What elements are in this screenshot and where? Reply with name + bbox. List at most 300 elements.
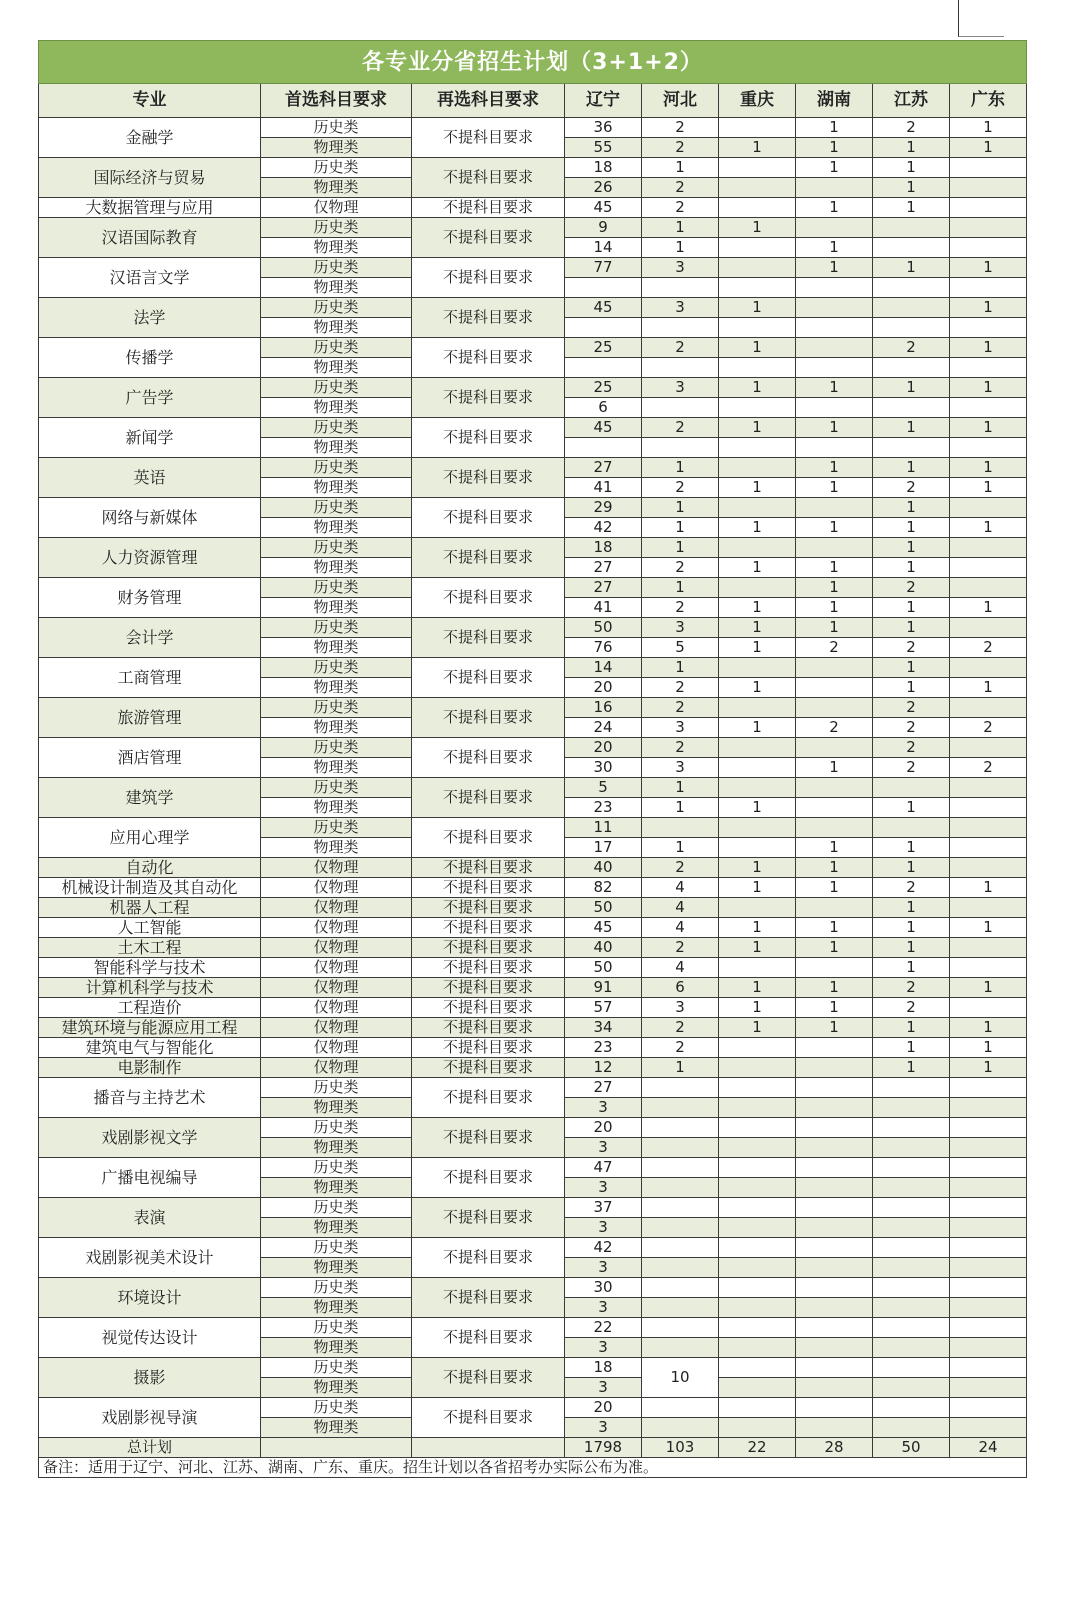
quota-chongqing	[719, 1198, 796, 1218]
quota-guangdong: 1	[950, 258, 1027, 278]
quota-jiangsu: 2	[873, 578, 950, 598]
second-subject-requirement: 不提科目要求	[412, 778, 565, 818]
quota-hunan	[796, 278, 873, 298]
table-row	[39, 1018, 1027, 1038]
quota-hebei: 4	[642, 918, 719, 938]
quota-hunan	[796, 778, 873, 798]
table-row	[39, 1358, 1027, 1378]
quota-liaoning: 40	[565, 858, 642, 878]
table-row	[39, 578, 1027, 598]
table-row	[39, 858, 1027, 878]
first-subject-requirement: 仅物理	[261, 958, 412, 978]
quota-chongqing	[719, 1378, 796, 1398]
second-subject-requirement: 不提科目要求	[412, 938, 565, 958]
quota-liaoning: 27	[565, 578, 642, 598]
second-subject-requirement: 不提科目要求	[412, 218, 565, 258]
first-subject-requirement: 仅物理	[261, 978, 412, 998]
first-subject-requirement: 物理类	[261, 678, 412, 698]
table-row	[39, 258, 1027, 278]
quota-hunan	[796, 958, 873, 978]
quota-hunan	[796, 318, 873, 338]
quota-hunan	[796, 1178, 873, 1198]
quota-hunan: 1	[796, 518, 873, 538]
footnote: 备注：适用于辽宁、河北、江苏、湖南、广东、重庆。招生计划以各省招考办实际公布为准。	[39, 1458, 1027, 1478]
first-subject-requirement: 历史类	[261, 458, 412, 478]
quota-hunan: 1	[796, 458, 873, 478]
quota-liaoning: 18	[565, 1358, 642, 1378]
major-name: 工程造价	[39, 998, 261, 1018]
column-header-first-subject: 首选科目要求	[261, 84, 412, 118]
quota-guangdong	[950, 398, 1027, 418]
second-subject-requirement: 不提科目要求	[412, 298, 565, 338]
quota-liaoning: 41	[565, 478, 642, 498]
quota-jiangsu: 1	[873, 1058, 950, 1078]
total-row	[39, 1438, 1027, 1458]
table-row	[39, 538, 1027, 558]
quota-jiangsu: 2	[873, 118, 950, 138]
quota-hunan	[796, 1318, 873, 1338]
quota-liaoning: 3	[565, 1218, 642, 1238]
quota-chongqing	[719, 318, 796, 338]
first-subject-requirement: 历史类	[261, 1198, 412, 1218]
table-row	[39, 898, 1027, 918]
quota-chongqing: 1	[719, 638, 796, 658]
first-subject-requirement: 物理类	[261, 138, 412, 158]
major-name: 建筑电气与智能化	[39, 1038, 261, 1058]
quota-hunan	[796, 178, 873, 198]
quota-hebei: 3	[642, 998, 719, 1018]
major-name: 智能科学与技术	[39, 958, 261, 978]
quota-guangdong	[950, 998, 1027, 1018]
quota-hunan: 1	[796, 598, 873, 618]
second-subject-requirement: 不提科目要求	[412, 378, 565, 418]
second-subject-requirement: 不提科目要求	[412, 1278, 565, 1318]
quota-jiangsu	[873, 818, 950, 838]
quota-hebei: 2	[642, 598, 719, 618]
quota-guangdong: 1	[950, 878, 1027, 898]
quota-jiangsu: 2	[873, 758, 950, 778]
quota-chongqing	[719, 198, 796, 218]
quota-jiangsu: 1	[873, 678, 950, 698]
major-name: 应用心理学	[39, 818, 261, 858]
quota-guangdong	[950, 1278, 1027, 1298]
quota-chongqing: 1	[719, 998, 796, 1018]
quota-jiangsu: 1	[873, 378, 950, 398]
table-row	[39, 938, 1027, 958]
second-subject-requirement: 不提科目要求	[412, 1358, 565, 1398]
quota-jiangsu: 2	[873, 718, 950, 738]
quota-liaoning: 3	[565, 1338, 642, 1358]
quota-hebei: 1	[642, 538, 719, 558]
quota-jiangsu: 1	[873, 598, 950, 618]
quota-hebei	[642, 278, 719, 298]
quota-hunan	[796, 798, 873, 818]
quota-jiangsu	[873, 1078, 950, 1098]
quota-guangdong	[950, 178, 1027, 198]
table-row	[39, 218, 1027, 238]
first-subject-requirement: 仅物理	[261, 998, 412, 1018]
quota-hunan: 1	[796, 258, 873, 278]
quota-chongqing: 1	[719, 518, 796, 538]
quota-guangdong: 1	[950, 298, 1027, 318]
quota-chongqing: 1	[719, 218, 796, 238]
second-subject-requirement: 不提科目要求	[412, 618, 565, 658]
quota-chongqing	[719, 158, 796, 178]
quota-chongqing	[719, 1298, 796, 1318]
table-row	[39, 818, 1027, 838]
major-name: 新闻学	[39, 418, 261, 458]
second-subject-requirement: 不提科目要求	[412, 1018, 565, 1038]
first-subject-requirement: 历史类	[261, 1318, 412, 1338]
quota-guangdong	[950, 958, 1027, 978]
quota-hunan: 1	[796, 618, 873, 638]
quota-liaoning: 3	[565, 1298, 642, 1318]
quota-jiangsu: 1	[873, 958, 950, 978]
quota-guangdong	[950, 1158, 1027, 1178]
quota-liaoning: 3	[565, 1138, 642, 1158]
major-name: 汉语言文学	[39, 258, 261, 298]
second-subject-requirement: 不提科目要求	[412, 258, 565, 298]
quota-chongqing	[719, 1058, 796, 1078]
first-subject-requirement: 物理类	[261, 1218, 412, 1238]
first-subject-requirement: 物理类	[261, 1418, 412, 1438]
column-header-second-subject: 再选科目要求	[412, 84, 565, 118]
quota-guangdong	[950, 1358, 1027, 1378]
quota-liaoning: 14	[565, 658, 642, 678]
column-header-major: 专业	[39, 84, 261, 118]
quota-liaoning: 23	[565, 1038, 642, 1058]
quota-guangdong	[950, 778, 1027, 798]
quota-hebei	[642, 318, 719, 338]
first-subject-requirement: 物理类	[261, 598, 412, 618]
major-name: 广播电视编导	[39, 1158, 261, 1198]
quota-guangdong: 1	[950, 678, 1027, 698]
second-subject-requirement: 不提科目要求	[412, 858, 565, 878]
quota-chongqing	[719, 838, 796, 858]
major-name: 表演	[39, 1198, 261, 1238]
quota-liaoning: 5	[565, 778, 642, 798]
total-first-empty	[261, 1438, 412, 1458]
quota-chongqing	[719, 1358, 796, 1378]
quota-hebei: 2	[642, 938, 719, 958]
quota-liaoning: 36	[565, 118, 642, 138]
quota-jiangsu	[873, 358, 950, 378]
quota-hunan: 1	[796, 758, 873, 778]
quota-jiangsu	[873, 1278, 950, 1298]
quota-hunan: 1	[796, 858, 873, 878]
first-subject-requirement: 物理类	[261, 1138, 412, 1158]
quota-hunan	[796, 1098, 873, 1118]
quota-hunan	[796, 1138, 873, 1158]
quota-hunan: 1	[796, 158, 873, 178]
column-header-liaoning: 辽宁	[565, 84, 642, 118]
quota-hebei: 4	[642, 958, 719, 978]
quota-liaoning: 9	[565, 218, 642, 238]
quota-liaoning: 57	[565, 998, 642, 1018]
quota-hunan: 1	[796, 378, 873, 398]
second-subject-requirement: 不提科目要求	[412, 1158, 565, 1198]
first-subject-requirement: 物理类	[261, 438, 412, 458]
quota-hunan	[796, 818, 873, 838]
quota-guangdong: 1	[950, 1058, 1027, 1078]
second-subject-requirement: 不提科目要求	[412, 878, 565, 898]
quota-hebei	[642, 1178, 719, 1198]
quota-guangdong	[950, 898, 1027, 918]
first-subject-requirement: 历史类	[261, 778, 412, 798]
quota-hebei: 3	[642, 618, 719, 638]
major-name: 戏剧影视文学	[39, 1118, 261, 1158]
quota-hunan	[796, 1298, 873, 1318]
quota-jiangsu: 1	[873, 1038, 950, 1058]
major-name: 自动化	[39, 858, 261, 878]
first-subject-requirement: 物理类	[261, 1298, 412, 1318]
quota-jiangsu: 2	[873, 338, 950, 358]
major-name: 金融学	[39, 118, 261, 158]
first-subject-requirement: 历史类	[261, 1078, 412, 1098]
second-subject-requirement: 不提科目要求	[412, 198, 565, 218]
quota-liaoning: 3	[565, 1098, 642, 1118]
quota-liaoning: 50	[565, 618, 642, 638]
quota-hebei	[642, 1118, 719, 1138]
quota-hebei: 1	[642, 238, 719, 258]
quota-liaoning: 40	[565, 938, 642, 958]
quota-liaoning: 45	[565, 198, 642, 218]
quota-liaoning: 20	[565, 738, 642, 758]
quota-hunan: 1	[796, 118, 873, 138]
quota-chongqing: 1	[719, 798, 796, 818]
note-row	[39, 1458, 1027, 1478]
quota-guangdong: 2	[950, 758, 1027, 778]
quota-hebei: 1	[642, 458, 719, 478]
first-subject-requirement: 物理类	[261, 838, 412, 858]
table-row	[39, 658, 1027, 678]
quota-jiangsu: 1	[873, 618, 950, 638]
quota-chongqing	[719, 1078, 796, 1098]
table-row	[39, 498, 1027, 518]
quota-jiangsu	[873, 398, 950, 418]
table-title: 各专业分省招生计划（3+1+2）	[39, 41, 1027, 84]
first-subject-requirement: 仅物理	[261, 918, 412, 938]
quota-hebei: 2	[642, 858, 719, 878]
quota-guangdong	[950, 1418, 1027, 1438]
quota-chongqing	[719, 278, 796, 298]
quota-liaoning: 55	[565, 138, 642, 158]
quota-guangdong	[950, 578, 1027, 598]
quota-hebei	[642, 1318, 719, 1338]
quota-hebei: 1	[642, 838, 719, 858]
first-subject-requirement: 物理类	[261, 238, 412, 258]
first-subject-requirement: 物理类	[261, 1338, 412, 1358]
quota-liaoning: 91	[565, 978, 642, 998]
quota-liaoning: 45	[565, 298, 642, 318]
total-label: 总计划	[39, 1438, 261, 1458]
second-subject-requirement: 不提科目要求	[412, 498, 565, 538]
major-name: 电影制作	[39, 1058, 261, 1078]
quota-guangdong	[950, 1238, 1027, 1258]
quota-hebei: 2	[642, 738, 719, 758]
quota-guangdong: 1	[950, 138, 1027, 158]
quota-liaoning: 45	[565, 418, 642, 438]
quota-jiangsu: 1	[873, 558, 950, 578]
quota-chongqing	[719, 898, 796, 918]
quota-hunan: 1	[796, 198, 873, 218]
quota-guangdong	[950, 1218, 1027, 1238]
first-subject-requirement: 物理类	[261, 1378, 412, 1398]
major-name: 人力资源管理	[39, 538, 261, 578]
major-name: 视觉传达设计	[39, 1318, 261, 1358]
quota-hebei: 1	[642, 778, 719, 798]
table-row	[39, 738, 1027, 758]
quota-liaoning: 27	[565, 558, 642, 578]
quota-liaoning: 45	[565, 918, 642, 938]
table-row	[39, 198, 1027, 218]
first-subject-requirement: 仅物理	[261, 1018, 412, 1038]
second-subject-requirement: 不提科目要求	[412, 978, 565, 998]
quota-liaoning	[565, 358, 642, 378]
table-row	[39, 1118, 1027, 1138]
second-subject-requirement: 不提科目要求	[412, 538, 565, 578]
quota-liaoning: 82	[565, 878, 642, 898]
quota-hunan: 1	[796, 878, 873, 898]
quota-liaoning: 41	[565, 598, 642, 618]
major-name: 旅游管理	[39, 698, 261, 738]
quota-jiangsu: 1	[873, 838, 950, 858]
quota-chongqing	[719, 778, 796, 798]
quota-chongqing	[719, 1238, 796, 1258]
quota-hebei: 2	[642, 118, 719, 138]
quota-guangdong	[950, 1258, 1027, 1278]
header-row	[39, 84, 1027, 118]
quota-hebei	[642, 1418, 719, 1438]
quota-chongqing: 1	[719, 678, 796, 698]
quota-guangdong	[950, 698, 1027, 718]
first-subject-requirement: 历史类	[261, 118, 412, 138]
quota-jiangsu: 1	[873, 158, 950, 178]
quota-guangdong	[950, 558, 1027, 578]
quota-liaoning: 16	[565, 698, 642, 718]
quota-chongqing	[719, 1278, 796, 1298]
quota-jiangsu	[873, 1338, 950, 1358]
quota-jiangsu	[873, 1258, 950, 1278]
quota-hunan: 2	[796, 638, 873, 658]
table-row	[39, 1158, 1027, 1178]
total-liaoning: 1798	[565, 1438, 642, 1458]
quota-guangdong	[950, 318, 1027, 338]
quota-guangdong: 1	[950, 338, 1027, 358]
page-corner-mark	[958, 0, 1004, 37]
major-name: 建筑环境与能源应用工程	[39, 1018, 261, 1038]
quota-jiangsu	[873, 218, 950, 238]
quota-hunan	[796, 1378, 873, 1398]
quota-liaoning: 23	[565, 798, 642, 818]
quota-jiangsu	[873, 1378, 950, 1398]
quota-guangdong	[950, 358, 1027, 378]
first-subject-requirement: 历史类	[261, 158, 412, 178]
quota-guangdong: 1	[950, 598, 1027, 618]
quota-liaoning: 34	[565, 1018, 642, 1038]
quota-hunan	[796, 1038, 873, 1058]
quota-guangdong	[950, 1078, 1027, 1098]
quota-jiangsu	[873, 318, 950, 338]
quota-jiangsu: 1	[873, 498, 950, 518]
quota-chongqing: 1	[719, 558, 796, 578]
quota-chongqing: 1	[719, 138, 796, 158]
quota-liaoning: 3	[565, 1258, 642, 1278]
table-row	[39, 1318, 1027, 1338]
table-row	[39, 1078, 1027, 1098]
quota-guangdong	[950, 618, 1027, 638]
quota-liaoning: 24	[565, 718, 642, 738]
quota-hebei	[642, 1218, 719, 1238]
quota-liaoning	[565, 278, 642, 298]
table-row	[39, 698, 1027, 718]
quota-liaoning: 29	[565, 498, 642, 518]
table-row	[39, 1058, 1027, 1078]
first-subject-requirement: 历史类	[261, 418, 412, 438]
quota-liaoning: 3	[565, 1418, 642, 1438]
quota-hunan	[796, 1058, 873, 1078]
quota-hebei: 2	[642, 338, 719, 358]
second-subject-requirement: 不提科目要求	[412, 898, 565, 918]
quota-hunan	[796, 1258, 873, 1278]
quota-guangdong	[950, 498, 1027, 518]
quota-hunan	[796, 438, 873, 458]
quota-hebei: 2	[642, 178, 719, 198]
quota-guangdong: 1	[950, 118, 1027, 138]
quota-liaoning: 22	[565, 1318, 642, 1338]
major-name: 摄影	[39, 1358, 261, 1398]
quota-chongqing	[719, 178, 796, 198]
quota-guangdong	[950, 278, 1027, 298]
quota-chongqing: 1	[719, 938, 796, 958]
second-subject-requirement: 不提科目要求	[412, 1318, 565, 1358]
quota-chongqing	[719, 398, 796, 418]
quota-guangdong	[950, 1338, 1027, 1358]
quota-guangdong	[950, 1398, 1027, 1418]
quota-chongqing	[719, 738, 796, 758]
quota-liaoning: 20	[565, 678, 642, 698]
second-subject-requirement: 不提科目要求	[412, 918, 565, 938]
quota-guangdong	[950, 858, 1027, 878]
table-row	[39, 458, 1027, 478]
quota-hebei	[642, 358, 719, 378]
quota-guangdong	[950, 1178, 1027, 1198]
major-name: 广告学	[39, 378, 261, 418]
quota-chongqing: 1	[719, 718, 796, 738]
table-row	[39, 918, 1027, 938]
quota-hebei	[642, 1398, 719, 1418]
second-subject-requirement: 不提科目要求	[412, 1078, 565, 1118]
quota-hunan	[796, 218, 873, 238]
quota-hunan	[796, 1358, 873, 1378]
quota-liaoning: 25	[565, 338, 642, 358]
quota-hebei	[642, 1158, 719, 1178]
quota-hebei: 5	[642, 638, 719, 658]
second-subject-requirement: 不提科目要求	[412, 998, 565, 1018]
quota-jiangsu	[873, 1358, 950, 1378]
quota-chongqing	[719, 1038, 796, 1058]
quota-chongqing: 1	[719, 978, 796, 998]
quota-liaoning: 50	[565, 898, 642, 918]
first-subject-requirement: 历史类	[261, 738, 412, 758]
quota-guangdong	[950, 658, 1027, 678]
column-header-jiangsu: 江苏	[873, 84, 950, 118]
quota-hebei: 1	[642, 578, 719, 598]
first-subject-requirement: 仅物理	[261, 938, 412, 958]
quota-hunan: 1	[796, 1018, 873, 1038]
quota-guangdong: 2	[950, 638, 1027, 658]
quota-hunan: 1	[796, 478, 873, 498]
